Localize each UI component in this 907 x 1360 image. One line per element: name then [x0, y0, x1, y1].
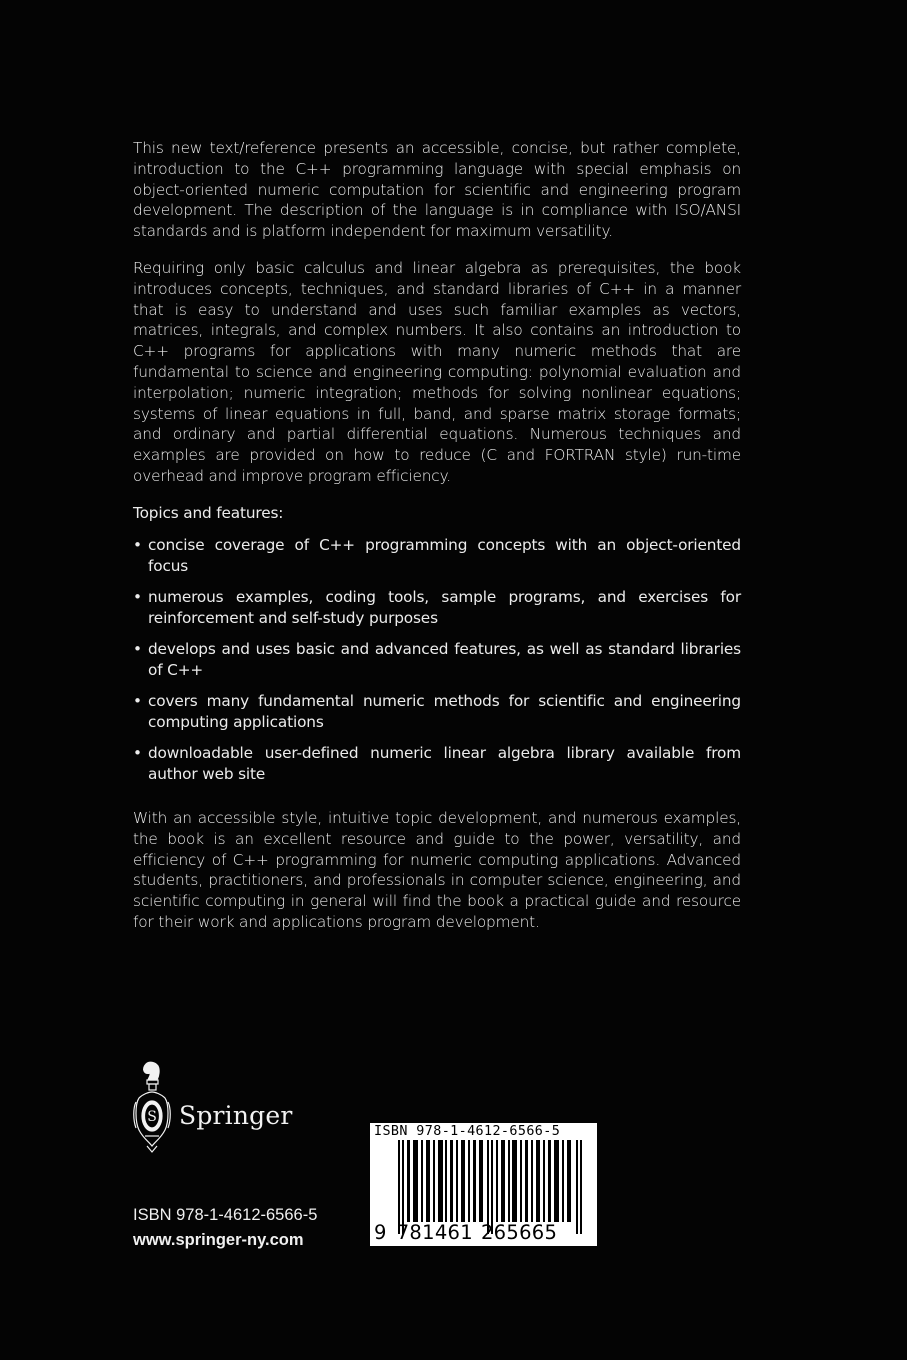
- bullet-icon: •: [133, 588, 142, 607]
- barcode-ean-digits: 9 781461 265665: [374, 1221, 558, 1244]
- features-list: [133, 535, 741, 795]
- bullet-icon: •: [133, 536, 142, 554]
- feature-item: • numerous examples, coding tools, sample programs, and exercises for reinforcement and self-study purposes: [133, 588, 741, 627]
- publisher-logo: [133, 1060, 293, 1160]
- svg-text:S: S: [147, 1109, 157, 1125]
- closing-paragraph: With an accessible style, intuitive topic development, and numerous examples, the book is an excellent resource and guide to the power, versatility, and efficiency of C++ programming for numeric computing applications. Advanced students, practitioners, and professionals in computer science, engineering, and scientific computing in general will find the book a practical guide and resource for their work and applications program development.: [133, 809, 741, 931]
- barcode-isbn-label: ISBN 978-1-4612-6566-5: [374, 1124, 561, 1139]
- feature-item: • concise coverage of C++ programming concepts with an object-oriented focus: [133, 536, 741, 575]
- feature-item: • downloadable user-defined numeric linear algebra library available from author web site: [133, 744, 741, 784]
- bullet-icon: •: [133, 640, 142, 659]
- isbn-text: ISBN 978-1-4612-6566-5: [133, 1206, 318, 1224]
- feature-item: • covers many fundamental numeric methods for scientific and engineering computing applications: [133, 692, 741, 732]
- isbn-barcode: [370, 1123, 597, 1246]
- bullet-icon: •: [133, 744, 142, 763]
- publisher-website-link[interactable]: www.springer-ny.com: [133, 1231, 304, 1249]
- springer-knight-crest-icon: [133, 1060, 171, 1160]
- intro-paragraph-2: Requiring only basic calculus and linear algebra as prerequisites, the book introduces concepts, techniques, and standard libraries of C++ in a manner that is easy to understand and uses such familiar examples as vectors, matrices, integrals, and complex numbers. It also contains an introduction to C++ programs for applications with many numeric methods that are fundamental to science and engineering computing: polynomial evaluation and interpolation; numeric integration; methods for solving nonlinear equations; systems of linear equations in full, band, and sparse matrix storage formats; and ordinary and partial differential equations. Numerous techniques and examples are provided on how to reduce (C and FORTRAN style) run-time overhead and improve program efficiency.: [133, 259, 741, 485]
- feature-item: • develops and uses basic and advanced features, as well as standard libraries of C++: [133, 640, 741, 679]
- publisher-name: Springer: [179, 1100, 293, 1130]
- intro-paragraph-1: This new text/reference presents an accessible, concise, but rather complete, introduction to the C++ programming language with special emphasis on object-oriented numeric computation for scientific and engineering program development. The description of the language is in compliance with ISO/ANSI standards and is platform independent for maximum versatility.: [133, 139, 741, 241]
- bullet-icon: •: [133, 692, 142, 711]
- barcode-bars-icon: [398, 1140, 582, 1234]
- topics-heading: Topics and features:: [133, 504, 284, 522]
